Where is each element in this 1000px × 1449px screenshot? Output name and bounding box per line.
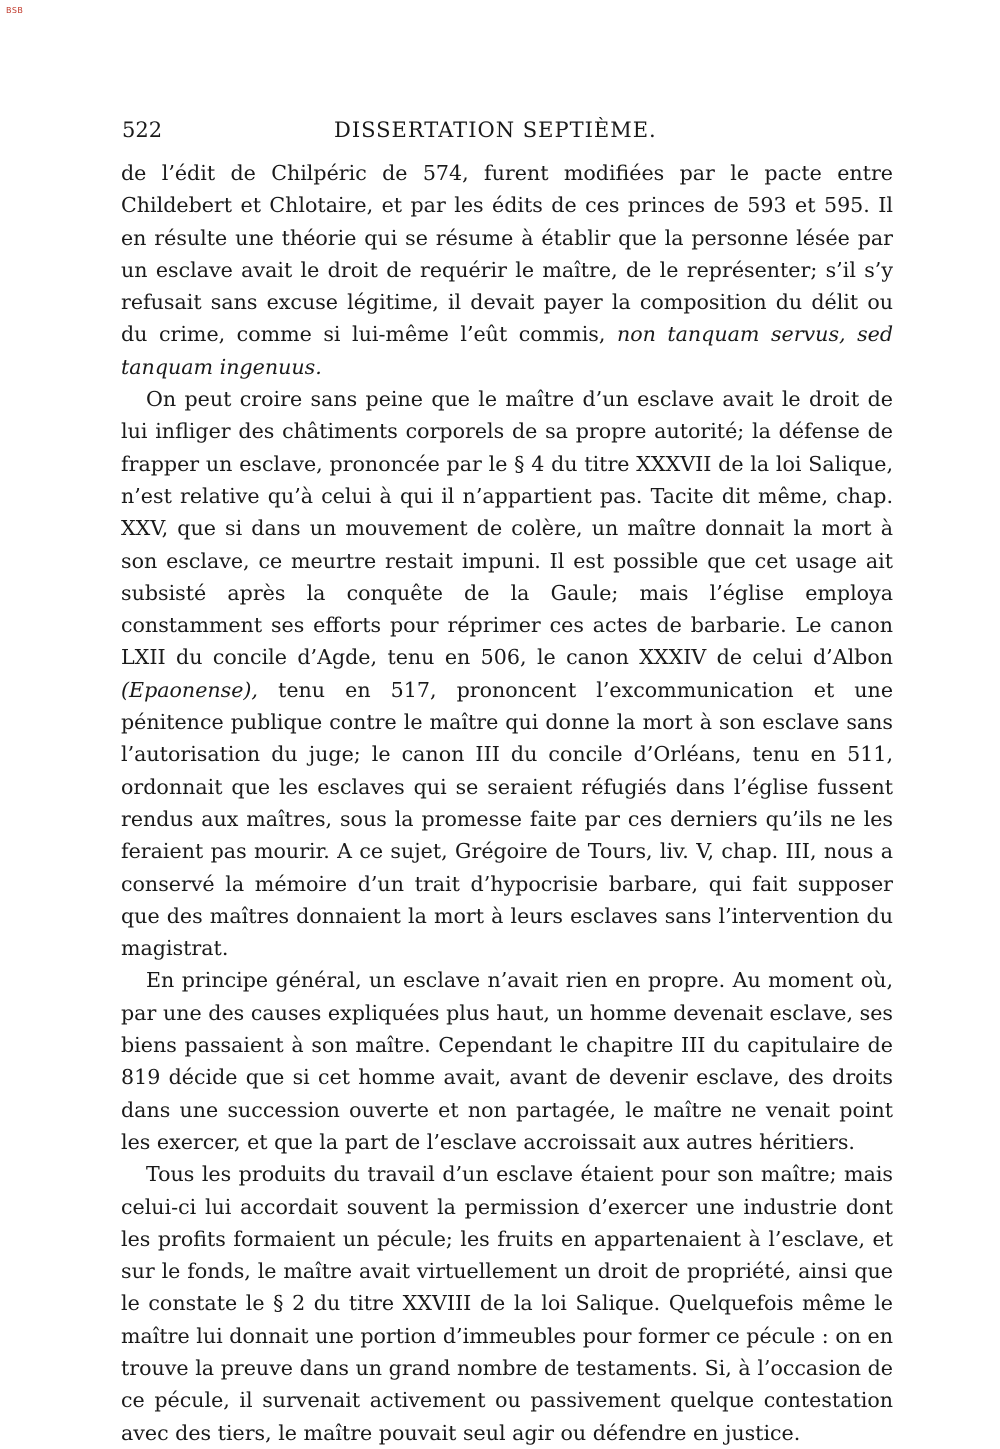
paragraph-2-text: On peut croire sans peine que le maître d’un esclave avait le droit de lui infliger des châtiments corporels de sa propre autorité; la défense de frapper un esclave, prononcée par le § 4 du titre XXXVII de la loi Salique, n’est relative qu’à celui à qui il n’appartient pas. Tacite dit même, chap. XXV, que si dans un mouvement de colère, un maître donnait la mort à son esclave, ce meurtre restait impuni. Il est possible que cet usage ait subsisté après la conquête de la Gaule; mais l’église employa constamment ses efforts pour réprimer ces actes de barbarie. Le canon LXII du concile d’Agde, tenu en 506, le canon XXXIV de celui d’Albon — [121, 387, 893, 670]
latin-phrase: non tanquam servus, sed tanquam ingenuus. — [121, 322, 894, 379]
paragraph-1 — [121, 157, 893, 383]
paragraph-2-continuation: tenu en 517, prononcent l’excommunication et une pénitence publique contre le maître qui donne la mort à son esclave sans l’autorisation du juge; le canon III du concile d’Orléans, tenu en 511, ordonnait que les esclaves qui se seraient réfugiés dans l’église fussent rendus aux maîtres, sous la promesse faite par ces derniers qu’ils ne les feraient pas mourir. A ce sujet, Grégoire de Tours, liv. V, chap. III, nous a conservé la mémoire d’un trait d’hypocrisie barbare, qui fait supposer que des maîtres donnaient la mort à leurs esclaves sans l’intervention du magistrat. — [121, 677, 894, 961]
paragraph-3: En principe général, un esclave n’avait rien en propre. Au moment où, par une des causes expliquées plus haut, un homme devenait esclave, ses biens passaient à son maître. Cependant le chapitre III du capitulaire de 819 décide que si cet homme avait, avant de devenir esclave, des droits dans une succession ouverte et non partagée, le maître ne venait point les exercer, et que la part de l’esclave accroissait aux autres héritiers. — [121, 968, 893, 1154]
paragraph-2 — [121, 383, 893, 964]
page-number: 522 — [122, 118, 163, 142]
body-text — [121, 157, 893, 1449]
paragraph-1-text: de l’édit de Chilpéric de 574, furent modifiées par le pacte entre Childebert et Chlotaire, et par les édits de ces princes de 593 et 595. Il en résulte une théorie qui se résume à établir que la personne lésée par un esclave avait le droit de requérir le maître, de le représenter; s’il s’y refusait sans excuse légitime, il devait payer la composition du délit ou du crime, comme si lui-même l’eût commis, — [121, 161, 893, 347]
library-watermark: BSB — [6, 6, 24, 15]
latin-council-name: (Epaonense), — [121, 677, 258, 702]
paragraph-4: Tous les produits du travail d’un esclave étaient pour son maître; mais celui-ci lui accordait souvent la permission d’exercer une industrie dont les profits formaient un pécule; les fruits en appartenaient à l’esclave, et sur le fonds, le maître avait virtuellement un droit de propriété, ainsi que le constate le § 2 du titre XXVIII de la loi Salique. Quelquefois même le maître lui donnait une portion d’immeubles pour former ce pécule : on en trouve la preuve dans un grand nombre de testaments. Si, à l’occasion de ce pécule, il survenait activement ou passivement quelque contestation avec des tiers, le maître pouvait seul agir ou défendre en justice. — [121, 1162, 893, 1445]
page-header — [122, 118, 892, 152]
running-title: DISSERTATION SEPTIÈME. — [334, 118, 657, 142]
